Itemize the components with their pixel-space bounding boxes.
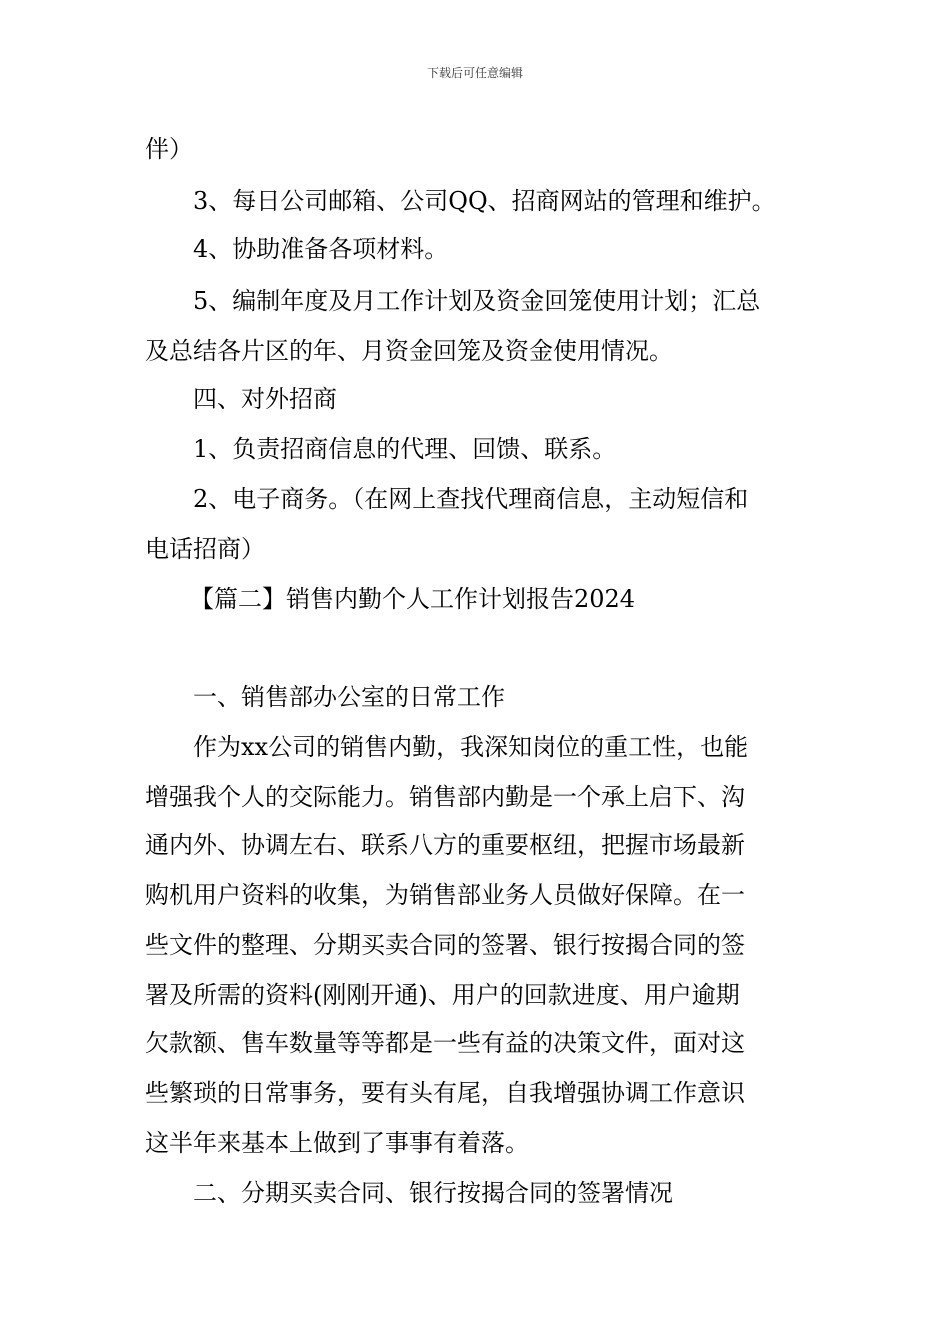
document-title: 【篇二】销售内勤个人工作计划报告2024 [190, 585, 636, 613]
text-line: 通内外、协调左右、联系八方的重要枢纽，把握市场最新 [145, 831, 745, 859]
text-line: 4、协助准备各项材料。 [193, 235, 449, 263]
text-line: 3、每日公司邮箱、公司QQ、招商网站的管理和维护。 [193, 187, 776, 215]
text-line: 伴） [145, 135, 193, 163]
page-header: 下载后可任意编辑 [426, 66, 523, 80]
text-line: 1、负责招商信息的代理、回馈、联系。 [193, 435, 617, 463]
section-heading: 二、分期买卖合同、银行按揭合同的签署情况 [193, 1179, 673, 1207]
text-line: 5、编制年度及月工作计划及资金回笼使用计划；汇总 [193, 287, 761, 315]
section-heading: 四、对外招商 [193, 385, 337, 413]
text-line: 及总结各片区的年、月资金回笼及资金使用情况。 [145, 337, 673, 365]
text-line: 署及所需的资料(刚刚开通)、用户的回款进度、用户逾期 [145, 981, 740, 1009]
text-line: 些繁琐的日常事务，要有头有尾，自我增强协调工作意识 [145, 1079, 745, 1107]
section-heading: 一、销售部办公室的日常工作 [193, 683, 505, 711]
text-line: 作为xx公司的销售内勤，我深知岗位的重工性，也能 [193, 733, 749, 761]
text-line: 增强我个人的交际能力。销售部内勤是一个承上启下、沟 [145, 783, 745, 811]
text-line: 这半年来基本上做到了事事有着落。 [145, 1129, 529, 1157]
text-line: 购机用户资料的收集，为销售部业务人员做好保障。在一 [145, 881, 745, 909]
text-line: 电话招商） [145, 535, 265, 563]
text-line: 些文件的整理、分期买卖合同的签署、银行按揭合同的签 [145, 931, 745, 959]
text-line: 2、电子商务。（在网上查找代理商信息，主动短信和 [193, 485, 749, 513]
text-line: 欠款额、售车数量等等都是一些有益的决策文件，面对这 [145, 1029, 745, 1057]
